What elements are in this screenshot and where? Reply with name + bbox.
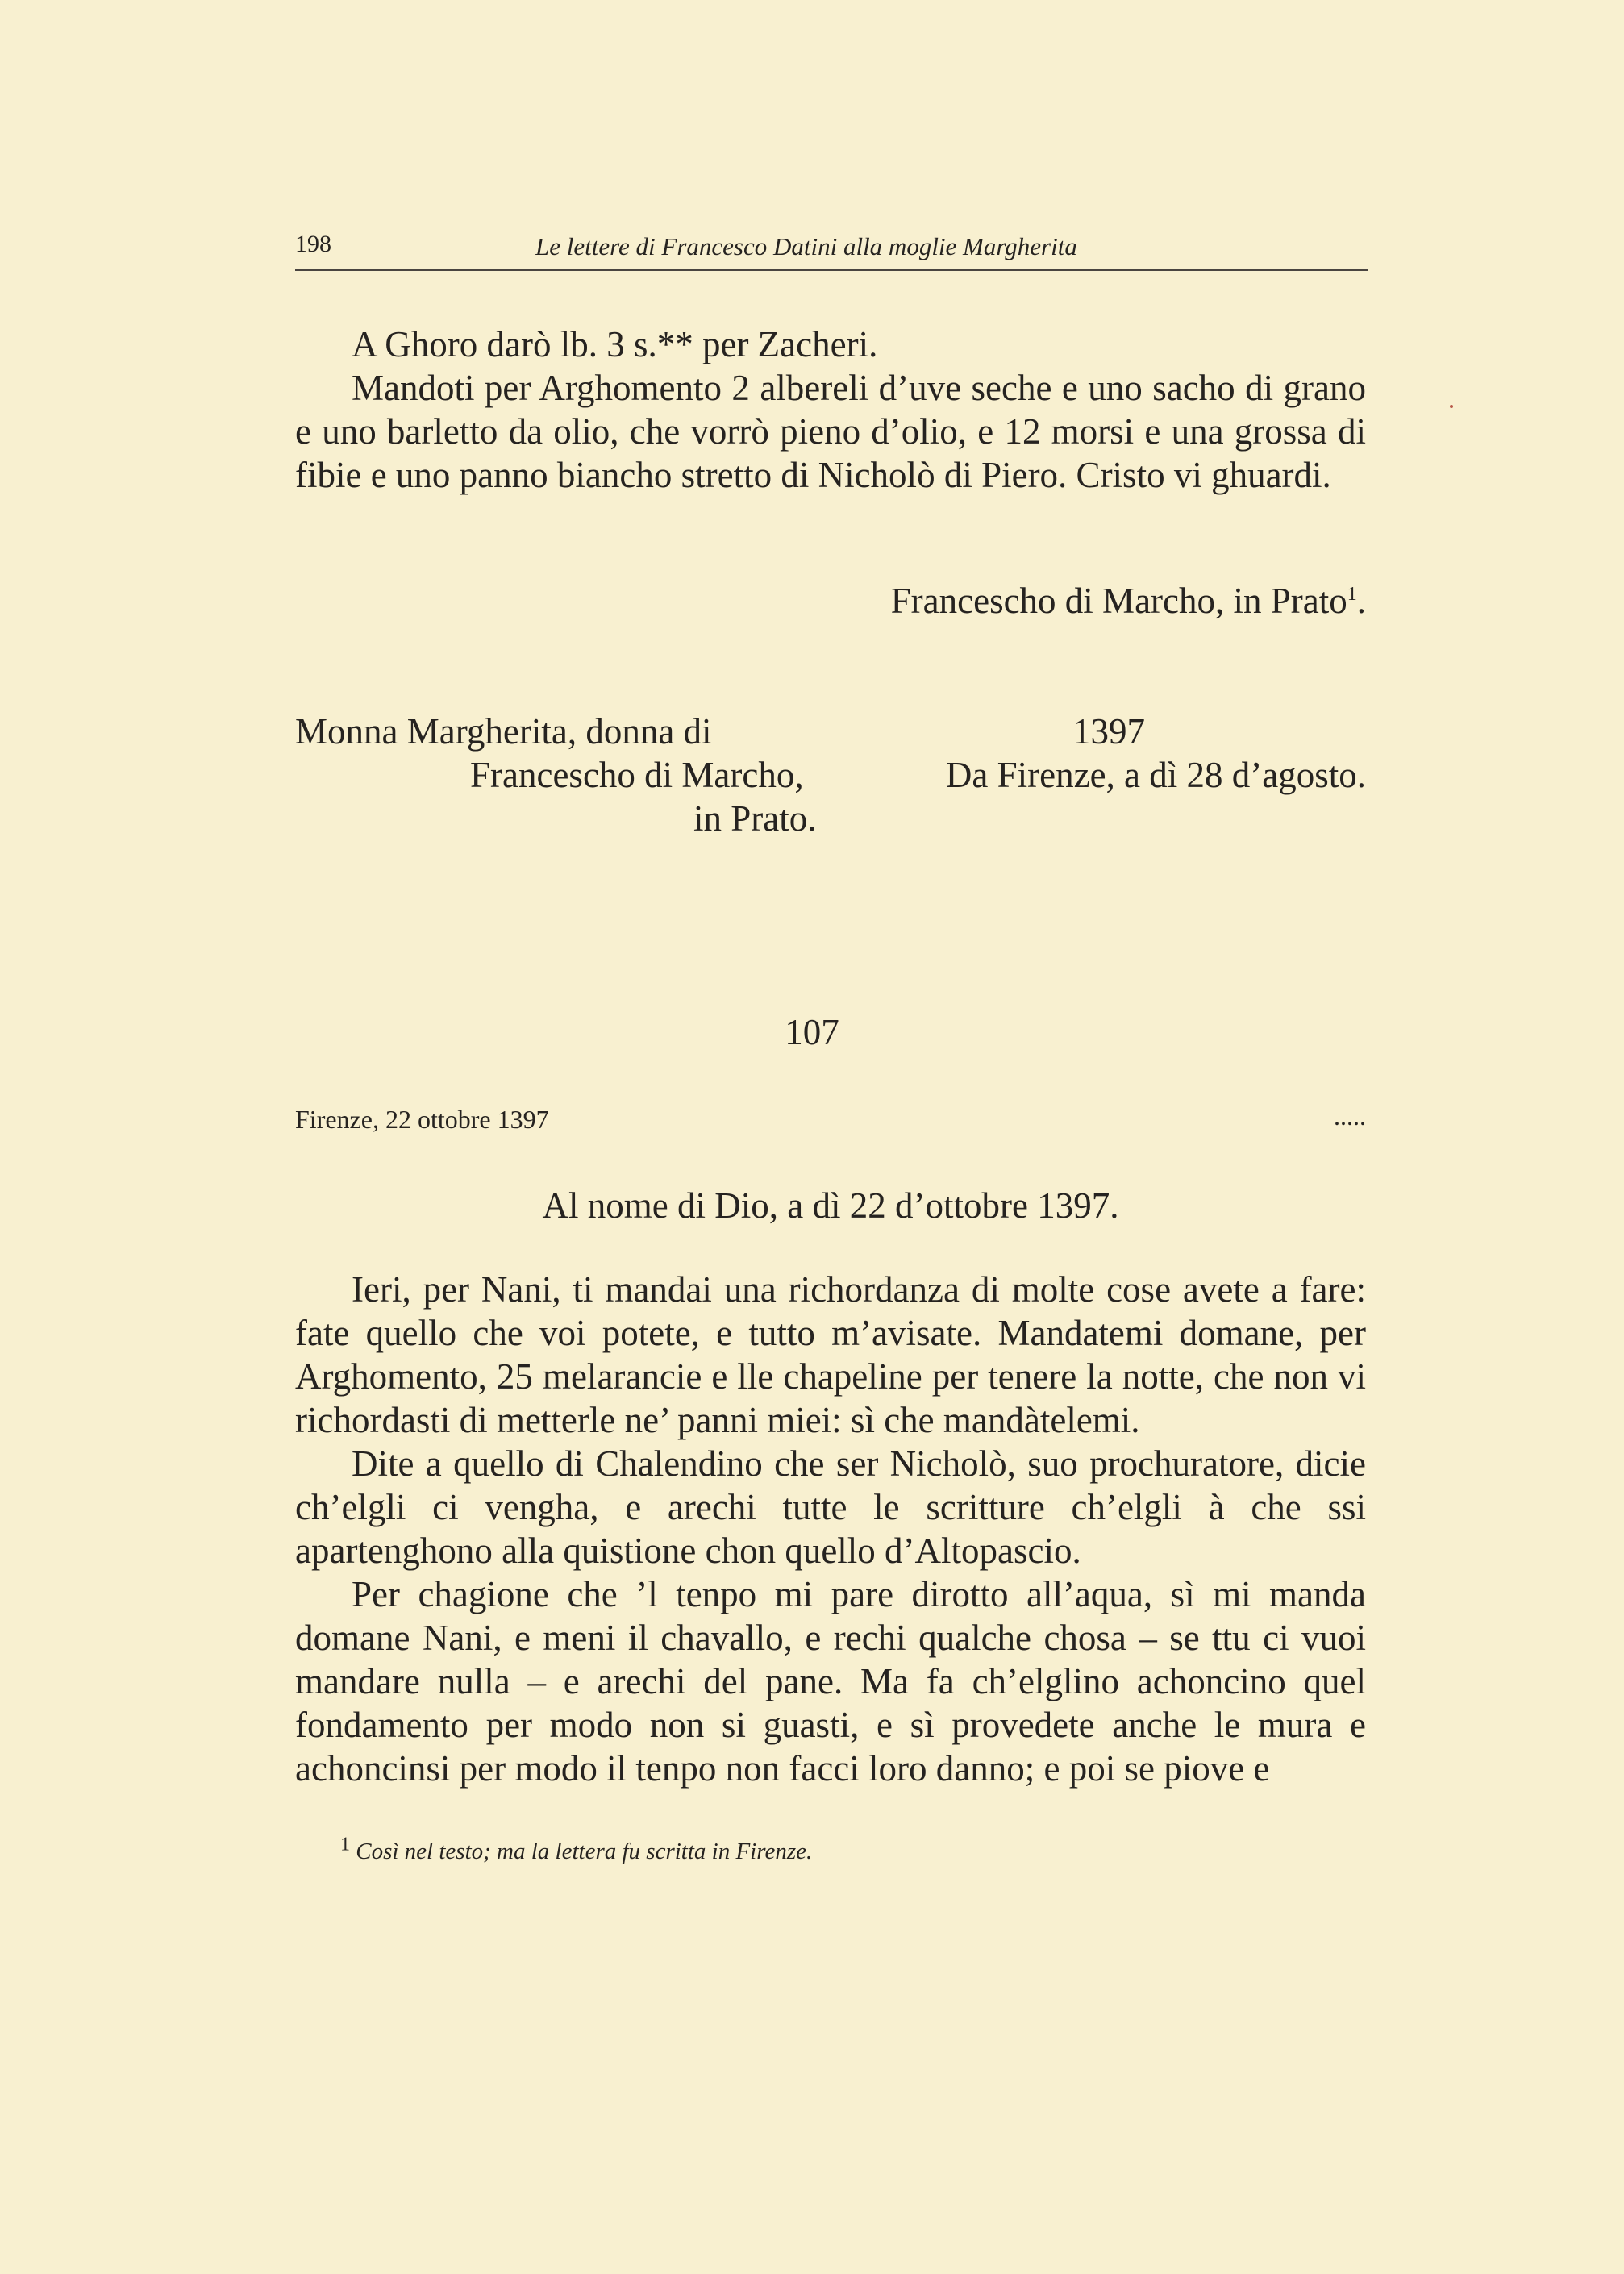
letter-place-date: Firenze, 22 ottobre 1397 <box>295 1105 549 1134</box>
page-number: 198 <box>295 231 331 257</box>
letter-paragraph-1: Ieri, per Nani, ti mandai una richordanza di molte cose avete a fare: fate quello che voi potete, e tutto m’avisate. Mandatemi domane, per Arghomento, 25 melarancie e lle chapeline per tenere la notte, che non vi richordasti di metterle ne’ panni miei: sì che mandàtelemi. <box>295 1269 1366 1440</box>
footnote-marker: 1 <box>340 1834 350 1855</box>
header-rule <box>295 269 1368 271</box>
running-title: Le lettere di Francesco Datini alla moglie Margherita <box>535 232 1077 260</box>
ghoro-line: A Ghoro darò lb. 3 s.** per Zacheri. <box>352 324 878 364</box>
address-line-1: Monna Margherita, donna di <box>295 711 712 752</box>
footnote-text: Così nel testo; ma la lettera fu scritta in Firenze. <box>356 1839 813 1864</box>
address-year: 1397 <box>1072 711 1145 752</box>
address-line-2: Francescho di Marcho, <box>470 755 804 795</box>
letter-ellipsis: ..... <box>1334 1102 1366 1131</box>
signoff-footnote-marker: 1 <box>1347 584 1357 605</box>
salutation: Al nome di Dio, a dì 22 d’ottobre 1397. <box>542 1185 1119 1226</box>
letter-number: 107 <box>785 1012 839 1052</box>
letter-paragraph-3: Per chagione che ’l tenpo mi pare dirotto all’aqua, sì mi manda domane Nani, e meni il chavallo, e rechi qualche chosa – se ttu ci vuoi mandare nulla – e arechi del pane. Ma fa ch’elglino achoncino quel fondamento per modo non si guasti, e sì provedete anche le mura e achoncinsi per modo il tenpo non facci loro danno; e poi se piove e <box>295 1574 1366 1789</box>
address-place-date: Da Firenze, a dì 28 d’agosto. <box>945 755 1366 795</box>
signoff: Franceschо di Marcho, in Prato$^1$. <box>890 581 1366 621</box>
mandoti-paragraph: Mandoti per Arghomento 2 albereli d’uve seche e uno sacho di grano e uno barletto da olio, che vorrò pieno d’olio, e 12 morsi e una grossa di fibie e uno panno biancho stretto di Nicholò di Piero. Cristo vi ghuardi. <box>295 368 1366 495</box>
paper-speck <box>1450 405 1453 408</box>
address-line-3: in Prato. <box>693 798 817 839</box>
footnote <box>340 1834 813 1865</box>
letter-paragraph-2: Dite a quello di Chalendino che ser Nicholò, suo prochuratore, dicie ch’elgli ci vengha, e arechi tutte le scritture ch’elgli à che ssi apartenghono alla quistione chon quello d’Altopascio. <box>295 1443 1366 1571</box>
